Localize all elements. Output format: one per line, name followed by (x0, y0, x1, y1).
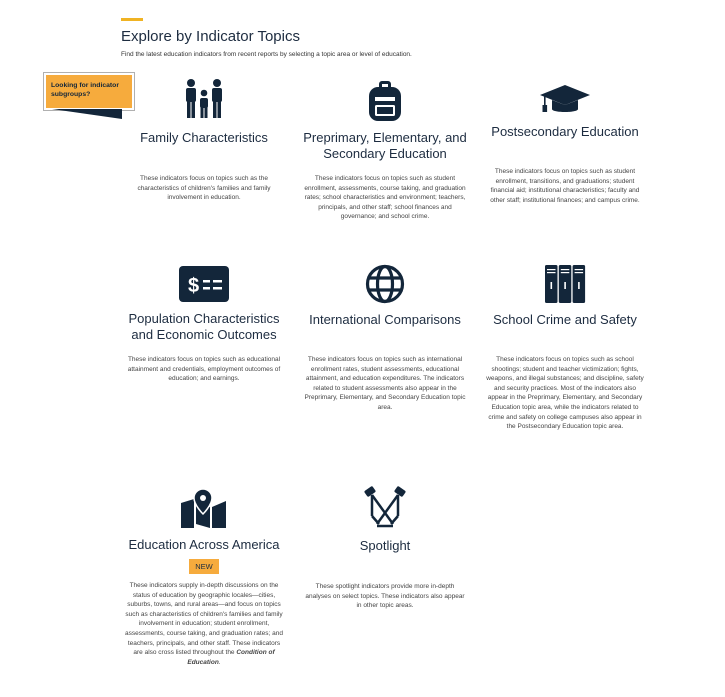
topic-postsecondary-education[interactable] (480, 84, 650, 205)
topic-family-characteristics[interactable] (119, 78, 289, 203)
topic-preprimary-elementary-secondary[interactable] (300, 80, 470, 222)
topic-title: Spotlight (359, 538, 411, 553)
topic-title: School Crime and Safety (493, 312, 637, 327)
topic-description: These indicators focus on topics such as the characteristics of children's families and family involvement in education. (137, 175, 271, 202)
topic-title: Population Characteristics and Economic Outcomes (128, 311, 280, 342)
topic-title: Education Across America (128, 537, 280, 552)
page-subtitle: Find the latest education indicators from recent reports by selecting a topic area or level of education. (121, 51, 412, 58)
lockers-icon (544, 264, 586, 304)
topic-description: These indicators focus on topics such as school shootings; student and teacher victimization; fights, weapons, and illegal substances; and discipline, safety and security practices. Most of the indicators also appear in the Preprimary, Elementary, and Secondary Education topic area, while the indicators related to crime and safety on college campuses also appear in the Postsecondary Education topic area. (486, 356, 644, 431)
topic-description: These indicators focus on topics such as international enrollment rates, student assessments, educational attainment, and education expenditures. The indicators related to student assessments also appear in the Preprimary, Elementary, and Secondary Education topic area. (304, 356, 466, 411)
callout-tail (52, 109, 122, 119)
topic-spotlight[interactable] (300, 486, 470, 611)
dollar-bill-icon (178, 265, 230, 303)
new-badge: NEW (189, 559, 219, 574)
globe-icon (365, 264, 405, 304)
topic-title: Preprimary, Elementary, and Secondary Education (303, 130, 467, 161)
svg-text:$: $ (188, 275, 200, 297)
topic-education-across-america[interactable] (119, 489, 289, 667)
topic-title: Family Characteristics (140, 130, 268, 145)
topic-population-economic-outcomes[interactable] (119, 265, 289, 384)
topic-title: International Comparisons (309, 312, 461, 327)
title-accent-bar (121, 18, 143, 21)
description-end: . (218, 658, 221, 666)
topic-international-comparisons[interactable] (300, 264, 470, 413)
backpack-icon (367, 80, 403, 122)
topic-description: These indicators focus on topics such as educational attainment and credentials, employment outcomes of education; and earnings. (127, 356, 281, 383)
graduation-cap-icon (539, 84, 591, 116)
family-icon (182, 78, 226, 122)
page-title: Explore by Indicator Topics (121, 28, 300, 45)
topic-description: These spotlight indicators provide more in-depth analyses on select topics. These indicators also appear in other topic areas. (305, 583, 465, 610)
callout-label: Looking for indicator subgroups? (51, 82, 119, 98)
spotlight-icon (363, 486, 407, 530)
topic-title: Postsecondary Education (491, 124, 639, 139)
map-pin-icon (180, 489, 228, 529)
description-text: These indicators supply in-depth discussions on the status of education by geographic locales—cities, suburbs, towns, and rural areas—and focus on topics such as characteristics of children's families and family involvement in education; student enrollment, assessments, course taking, and graduation rates; and teachers, principals, and other staff. These indicators are also cross listed throughout the (125, 582, 283, 657)
topic-school-crime-safety[interactable] (480, 264, 650, 432)
topic-description (123, 581, 285, 667)
topic-description: These indicators focus on topics such as student enrollment, assessments, course taking, and graduation rates; school characteristics and environment; teachers, principals, and other staff; school finances and governance; and school crime. (304, 175, 466, 221)
condition-of-education-title: Condition of Education (187, 649, 275, 666)
topic-description: These indicators focus on topics such as student enrollment, transitions, and graduations; student financial aid; institutional characteristics; faculty and other staff; institutional finances; and campus crime. (490, 168, 640, 204)
